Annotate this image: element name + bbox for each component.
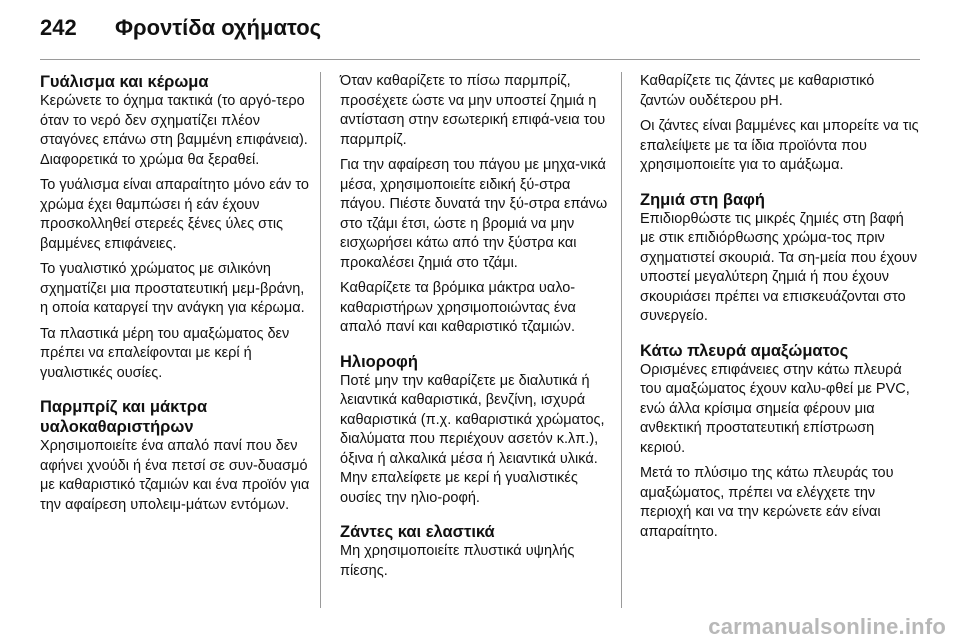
section-heading-windows-wipers: Παρμπρίζ και μάκτρα υαλοκαθαριστήρων — [40, 398, 208, 436]
paragraph: Μετά το πλύσιμο της κάτω πλευράς του αμαξώματος, πρέπει να ελέγχετε την περιοχή και να την κερώνετε εάν είναι απαραίτητο. — [640, 465, 894, 540]
paragraph: Καθαρίζετε τις ζάντες με καθαριστικό ζαντών ουδέτερου pH. — [640, 73, 875, 109]
page-title: Φροντίδα οχήματος — [115, 15, 322, 40]
column-1 — [40, 72, 310, 521]
paragraph: Το γυάλισμα είναι απαραίτητο μόνο εάν το χρώμα έχει θαμπώσει ή εάν έχουν προσκολληθεί στερεές ξένες ύλες στις βαμμένες επιφάνειες. — [40, 177, 309, 252]
paragraph: Ορισμένες επιφάνειες στην κάτω πλευρά του αμαξώματος έχουν καλυ-φθεί με PVC, ενώ άλλα κρίσιμα σημεία φέρουν μια ανθεκτική προστατευτική επίστρωση κεριού. — [640, 361, 910, 456]
header-divider — [40, 59, 920, 60]
paragraph: Όταν καθαρίζετε το πίσω παρμπρίζ, προσέχετε ώστε να μην υποστεί ζημιά η αντίσταση στην εσωτερική επιφά-νεια του παρμπρίζ. — [340, 73, 606, 148]
section-heading-underbody: Κάτω πλευρά αμαξώματος — [640, 341, 849, 360]
section-heading-paint-damage: Ζημιά στη βαφή — [640, 190, 765, 209]
paragraph: Χρησιμοποιείτε ένα απαλό πανί που δεν αφήνει χνούδι ή ένα πετσί σε συν-δυασμό με καθαριστικό τζαμιών και ένα προϊόν για την αφαίρεση υπολειμ-μάτων εντόμων. — [40, 438, 310, 513]
paragraph: Καθαρίζετε τα βρόμικα μάκτρα υαλο-καθαριστήρων χρησιμοποιώντας ένα απαλό πανί και καθαριστικό τζαμιών. — [340, 280, 576, 335]
section-heading-polishing: Γυάλισμα και κέρωμα — [40, 73, 209, 91]
paragraph: Τα πλαστικά μέρη του αμαξώματος δεν πρέπει να επαλείφονται με κερί ή γυαλιστικές ουσίες. — [40, 325, 290, 381]
watermark-text: carmanualsonline.info — [708, 614, 946, 639]
paragraph: Επιδιορθώστε τις μικρές ζημιές στη βαφή με στικ επιδιόρθωσης χρώμα-τος πριν σχηματιστεί σκουριά. Τα ση-μεία που έχουν υποστεί μεγαλύτερη ζημιά ή που έχουν σκουριάσει πρέπει να επισκευάζονται στο συνεργείο. — [640, 210, 918, 324]
paragraph: Οι ζάντες είναι βαμμένες και μπορείτε να τις επαλείψετε με τα ίδια προϊόντα που χρησιμοποιείτε για το αμάξωμα. — [640, 118, 919, 173]
paragraph: Για την αφαίρεση του πάγου με μηχα-νικά μέσα, χρησιμοποιείτε ειδική ξύ-στρα πάγου. Πιέστε δυνατά την ξύ-στρα επάνω στο τζάμι έτσι, ώστε η βρομιά να μην εισχωρήσει κάτω από την ξύστρα και προκαλέσει ζημιά στο τζάμι. — [340, 157, 608, 271]
page-number: 242 — [40, 15, 77, 40]
column-divider-1 — [320, 72, 321, 608]
section-heading-sunroof: Ηλιοροφή — [340, 352, 418, 371]
paragraph: Το γυαλιστικό χρώματος με σιλικόνη σχηματίζει μια προστατευτική μεμ-βράνη, η οποία καταργεί την ανάγκη για κέρωμα. — [40, 261, 305, 316]
column-divider-2 — [621, 72, 622, 608]
paragraph: Μη χρησιμοποιείτε πλυστικά υψηλής πίεσης. — [340, 543, 575, 579]
paragraph: Ποτέ μην την καθαρίζετε με διαλυτικά ή λειαντικά καθαριστικά, βενζίνη, ισχυρά καθαριστικά (π.χ. καθαριστικά χρώματος, διαλύματα που περιέχουν ασετόν κ.λπ.), όξινα ή αλκαλικά μέσα ή λειαντικά υλικά. Μην επαλείφετε με κερί ή γυαλιστικές ουσίες την ηλιο-ροφή. — [340, 372, 605, 506]
paragraph: Κερώνετε το όχημα τακτικά (το αργό-τερο όταν το νερό δεν σχηματίζει πλέον σταγόνες επάνω στη βαμμένη επιφάνεια). Διαφορετικά το χρώμα θα ξεραθεί. — [40, 93, 308, 168]
column-3 — [640, 72, 920, 548]
column-2 — [340, 72, 615, 587]
section-heading-wheels-tyres: Ζάντες και ελαστικά — [340, 523, 495, 541]
page-header — [0, 0, 960, 60]
